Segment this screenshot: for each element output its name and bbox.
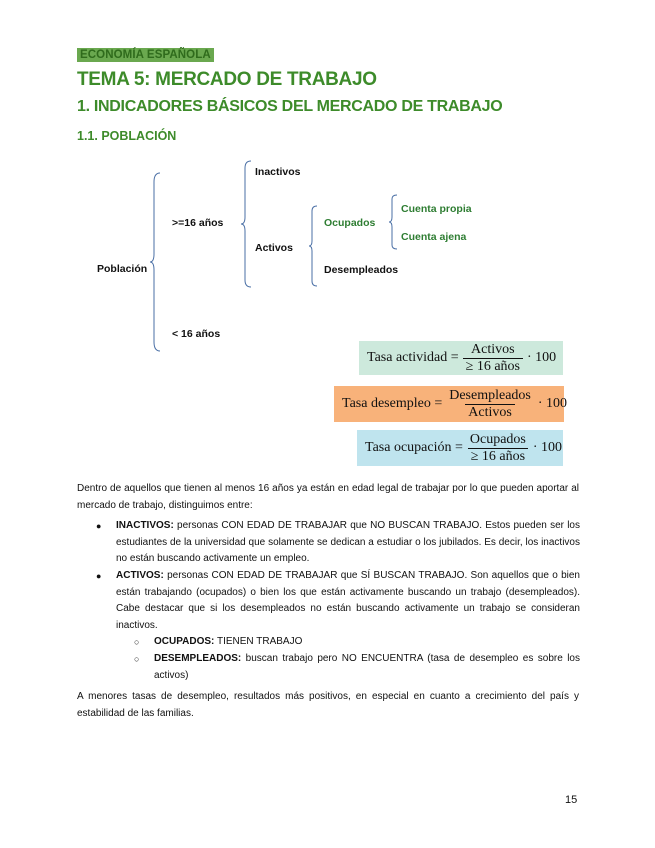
term-desempleados: DESEMPLEADOS:: [154, 653, 242, 664]
sub-bullet-circle: ○: [134, 637, 140, 647]
brace-activos: [309, 205, 319, 287]
formula-fraction: [446, 388, 534, 420]
definition-ocupados: TIENEN TRABAJO: [214, 636, 303, 647]
brace-mayores: [241, 160, 253, 288]
formula-numerator: Desempleados: [449, 388, 531, 404]
definition-activos: personas CON EDAD DE TRABAJAR que SÍ BUSCAN TRABAJO. Son aquellos que o bien están trabajando (ocupados) o bien los que están activamente buscando un trabajo (desempleados). Cabe destacar que si los desempleados no están buscando activamente un trabajo se consideran inactivos.: [116, 570, 580, 631]
sub-bullet-desempleados: [154, 651, 580, 684]
intro-paragraph: Dentro de aquellos que tienen al menos 16 años ya están en edad legal de trabajar por lo que pueden aportar al mercado de trabajo, distinguimos entre:: [77, 483, 579, 511]
section-title: 1. INDICADORES BÁSICOS DEL MERCADO DE TRABAJO: [77, 98, 503, 115]
sub-bullet-ocupados: [154, 634, 580, 651]
term-inactivos: INACTIVOS:: [116, 520, 174, 531]
formula-numerator: Activos: [471, 342, 515, 358]
formula-factor: · 100: [532, 440, 563, 455]
page-number: 15: [565, 794, 578, 806]
formula-tasa-actividad: [359, 341, 563, 375]
formula-label: Tasa actividad =: [367, 350, 459, 365]
node-ocupados: Ocupados: [324, 217, 376, 229]
node-cuenta-ajena: Cuenta ajena: [401, 231, 467, 243]
node-mayores-16: >=16 años: [172, 217, 224, 229]
bullet-dot: ●: [96, 521, 102, 531]
formula-fraction: [467, 432, 529, 464]
node-cuenta-propia: Cuenta propia: [401, 203, 472, 215]
formula-fraction: [463, 342, 523, 374]
term-ocupados: OCUPADOS:: [154, 636, 215, 647]
node-desempleados: Desempleados: [324, 264, 399, 276]
formula-tasa-ocupacion: [357, 430, 563, 466]
bullet-inactivos: [116, 518, 580, 568]
definition-desempleados: buscan trabajo pero NO ENCUENTRA (tasa de desempleo es sobre los activos): [154, 653, 580, 681]
term-activos: ACTIVOS:: [116, 570, 164, 581]
formula-numerator: Ocupados: [469, 432, 526, 448]
subject-label: ECONOMÍA ESPAÑOLA: [77, 48, 214, 62]
node-inactivos: Inactivos: [255, 166, 301, 178]
formula-label: Tasa ocupación =: [365, 440, 463, 455]
formula-tasa-desempleo: [334, 386, 568, 422]
closing-paragraph: A menores tasas de desempleo, resultados más positivos, en especial en cuanto a crecimiento del país y estabilidad de las familias.: [77, 691, 579, 719]
brace-poblacion: [150, 172, 162, 352]
formula-label: Tasa desempleo =: [342, 396, 443, 411]
node-poblacion: Población: [97, 263, 148, 275]
subsection-title: 1.1. POBLACIÓN: [77, 129, 177, 143]
bullet-dot: ●: [96, 571, 102, 581]
definition-inactivos: personas CON EDAD DE TRABAJAR que NO BUSCAN TRABAJO. Estos pueden ser los estudiantes de la universidad que solamente se dedican a estudiar o los jubilados. Es decir, los inactivos no están buscando activamente un empleo.: [116, 520, 580, 564]
topic-title: TEMA 5: MERCADO DE TRABAJO: [77, 69, 377, 90]
formula-denominator: ≥ 16 años: [468, 448, 528, 464]
sub-bullet-circle: ○: [134, 654, 140, 664]
node-menores-16: < 16 años: [172, 328, 221, 340]
formula-factor: · 100: [537, 396, 568, 411]
formula-denominator: ≥ 16 años: [463, 358, 523, 374]
formula-factor: · 100: [527, 350, 557, 365]
formula-denominator: Activos: [465, 404, 515, 420]
bullet-activos: [116, 568, 580, 634]
brace-ocupados: [389, 194, 399, 250]
node-activos: Activos: [255, 242, 293, 254]
